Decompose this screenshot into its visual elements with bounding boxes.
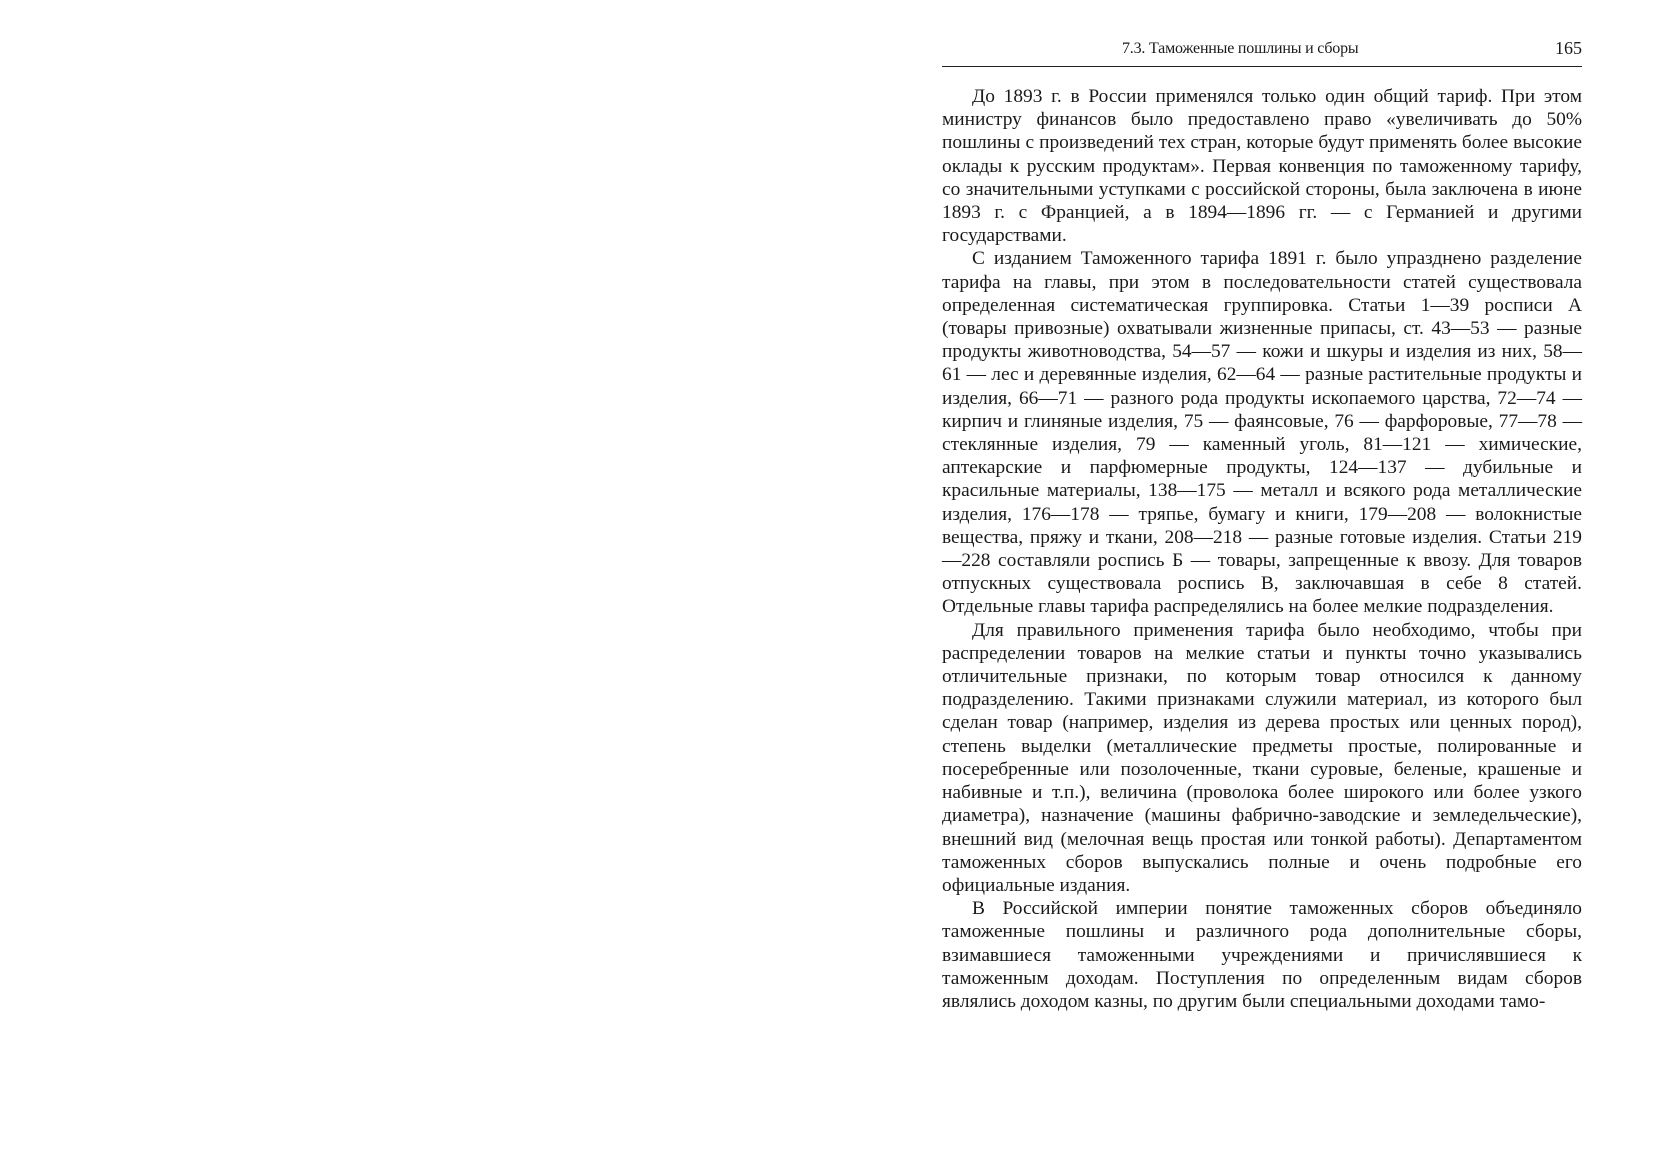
right-page — [829, 0, 1658, 1162]
page-number: 165 — [1555, 38, 1582, 58]
body-text — [942, 85, 1582, 1013]
running-title: 7.3. Таможенные пошлины и сборы — [1122, 40, 1359, 57]
paragraph: С изданием Таможенного тарифа 1891 г. было упразднено разделение тарифа на главы, при этом в последовательности статей существовала определенная систематическая группировка. Статьи 1—39 росписи А (товары привозные) охватывали жизненные припасы, ст. 43—53 — разные продукты животноводства, 54—57 — кожи и шкуры и изделия из них, 58—61 — лес и деревянные изделия, 62—64 — разные растительные продукты и изделия, 66—71 — разного рода продукты ископаемого царства, 72—74 — кирпич и глиняные изделия, 75 — фаянсовые, 76 — фарфоровые, 77—78 — стеклянные изделия, 79 — каменный уголь, 81—121 — химические, аптекарские и парфюмерные продукты, 124—137 — дубильные и красильные материалы, 138—175 — металл и всякого рода металлические изделия, 176—178 — тряпье, бумагу и книги, 179—208 — волокнистые вещества, пряжу и ткани, 208—218 — разные готовые изделия. Статьи 219—228 составляли роспись Б — товары, запрещенные к ввозу. Для товаров отпускных существовала роспись В, заключавшая в себе 8 статей. Отдельные главы тарифа распределялись на более мелкие подразделения. — [942, 248, 1582, 618]
paragraph: До 1893 г. в России применялся только один общий тариф. При этом министру финансов было предоставлено право «увеличивать до 50% пошлины с произведений тех стран, которые будут применять более высокие оклады к русским продуктам». Первая конвенция по таможенному тарифу, со значительными уступками с российской стороны, была заключена в июне 1893 г. с Францией, а в 1894—1896 гг. — с Германией и другими государствами. — [942, 86, 1582, 247]
paragraph: Для правильного применения тарифа было необходимо, чтобы при распределении товаров на мелкие статьи и пункты точно указывались отличительные признаки, по которым товар относился к данному подразделению. Такими признаками служили материал, из которого был сделан товар (например, изделия из дерева простых или ценных пород), степень выделки (металлические предметы простые, полированные и посеребренные или позолоченные, ткани суровые, беленые, крашеные и набивные и т.п.), величина (проволока более широкого или более узкого диаметра), назначение (машины фабрично-заводские и земледельческие), внешний вид (мелочная вещь простая или тонкой работы). Департаментом таможенных сборов выпускались полные и очень подробные его официальные издания. — [942, 619, 1582, 896]
paragraph: В Российской империи понятие таможенных сборов объединяло таможенные пошлины и различного рода дополнительные сборы, взимавшиеся таможенными учреждениями и причислявшиеся к таможенным доходам. Поступления по определенным видам сборов являлись доходом казны, по другим были специальными доходами тамо- — [942, 898, 1582, 1012]
running-header — [942, 38, 1582, 67]
